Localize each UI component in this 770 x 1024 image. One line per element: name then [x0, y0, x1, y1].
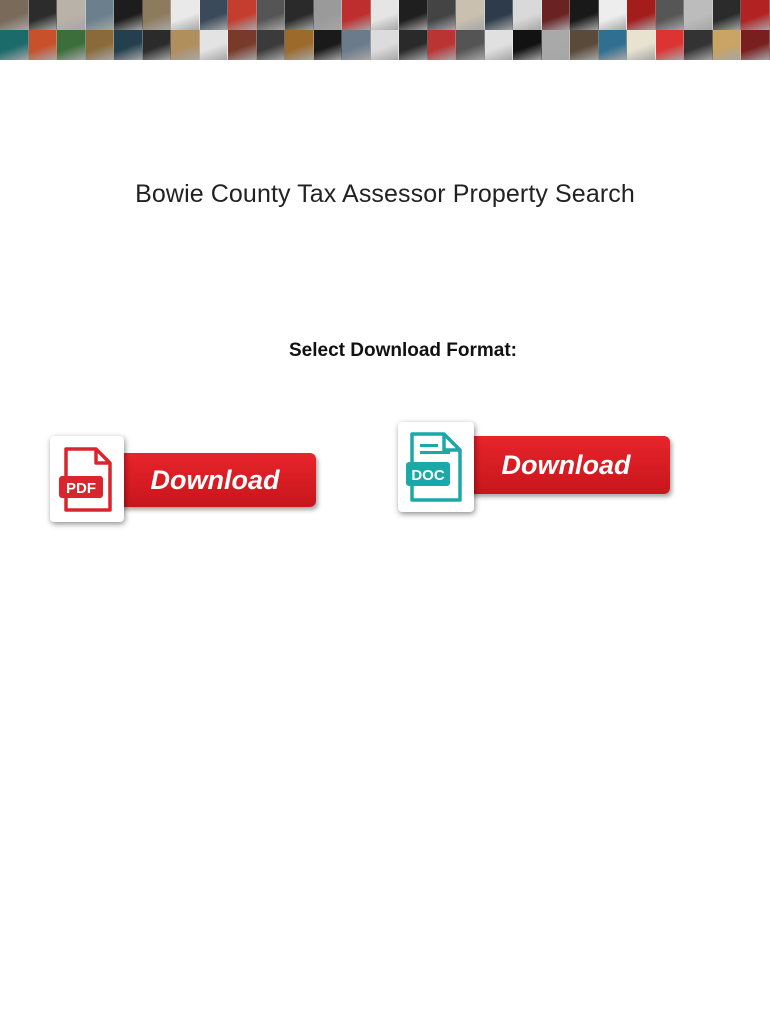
movie-poster-thumbnail: [399, 30, 428, 60]
movie-poster-thumbnail: [143, 0, 172, 30]
movie-poster-thumbnail: [599, 0, 628, 30]
movie-poster-thumbnail: [86, 0, 115, 30]
page-title: Bowie County Tax Assessor Property Search: [135, 180, 635, 208]
movie-poster-thumbnail: [627, 30, 656, 60]
movie-poster-thumbnail: [684, 0, 713, 30]
download-label: Download: [501, 449, 631, 480]
movie-poster-thumbnail: [513, 0, 542, 30]
movie-poster-thumbnail: [29, 0, 58, 30]
movie-poster-thumbnail: [456, 0, 485, 30]
doc-file-icon: [398, 422, 474, 512]
movie-poster-thumbnail: [570, 0, 599, 30]
doc-download-button[interactable]: [398, 422, 674, 514]
movie-poster-thumbnail: [713, 0, 742, 30]
format-heading: Select Download Format:: [288, 340, 518, 361]
pdf-download-button[interactable]: [50, 436, 320, 526]
movie-poster-thumbnail: [656, 0, 685, 30]
movie-poster-thumbnail: [656, 30, 685, 60]
movie-poster-thumbnail: [542, 0, 571, 30]
movie-poster-thumbnail: [57, 30, 86, 60]
movie-poster-thumbnail: [399, 0, 428, 30]
movie-poster-thumbnail: [513, 30, 542, 60]
poster-banner: [0, 0, 770, 60]
movie-poster-thumbnail: [285, 30, 314, 60]
movie-poster-thumbnail: [599, 30, 628, 60]
movie-poster-thumbnail: [428, 0, 457, 30]
movie-poster-thumbnail: [371, 30, 400, 60]
movie-poster-thumbnail: [485, 30, 514, 60]
movie-poster-thumbnail: [86, 30, 115, 60]
movie-poster-thumbnail: [57, 0, 86, 30]
movie-poster-thumbnail: [200, 0, 229, 30]
movie-poster-thumbnail: [485, 0, 514, 30]
movie-poster-thumbnail: [257, 0, 286, 30]
movie-poster-thumbnail: [228, 30, 257, 60]
movie-poster-thumbnail: [741, 0, 770, 30]
movie-poster-thumbnail: [371, 0, 400, 30]
download-label: Download: [150, 464, 280, 495]
movie-poster-thumbnail: [428, 30, 457, 60]
movie-poster-thumbnail: [228, 0, 257, 30]
movie-poster-thumbnail: [627, 0, 656, 30]
movie-poster-thumbnail: [713, 30, 742, 60]
movie-poster-thumbnail: [143, 30, 172, 60]
movie-poster-thumbnail: [741, 30, 770, 60]
pdf-badge-text: PDF: [66, 480, 96, 497]
movie-poster-thumbnail: [456, 30, 485, 60]
movie-poster-thumbnail: [0, 30, 29, 60]
movie-poster-thumbnail: [29, 30, 58, 60]
movie-poster-thumbnail: [314, 0, 343, 30]
movie-poster-thumbnail: [257, 30, 286, 60]
movie-poster-thumbnail: [200, 30, 229, 60]
pdf-file-icon: [50, 436, 124, 522]
movie-poster-thumbnail: [542, 30, 571, 60]
movie-poster-thumbnail: [171, 30, 200, 60]
movie-poster-thumbnail: [570, 30, 599, 60]
movie-poster-thumbnail: [314, 30, 343, 60]
movie-poster-thumbnail: [285, 0, 314, 30]
movie-poster-thumbnail: [684, 30, 713, 60]
movie-poster-thumbnail: [342, 0, 371, 30]
movie-poster-thumbnail: [171, 0, 200, 30]
movie-poster-thumbnail: [114, 0, 143, 30]
movie-poster-thumbnail: [0, 0, 29, 30]
movie-poster-thumbnail: [114, 30, 143, 60]
doc-badge-text: DOC: [411, 467, 445, 484]
movie-poster-thumbnail: [342, 30, 371, 60]
